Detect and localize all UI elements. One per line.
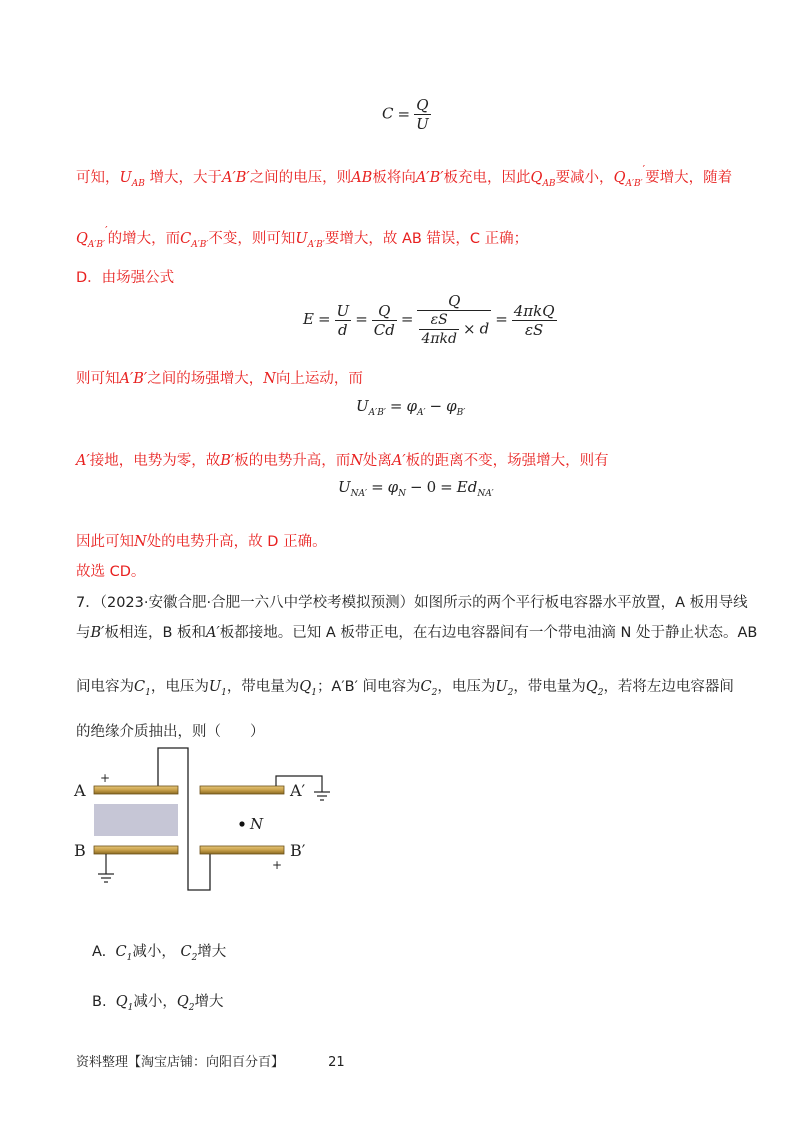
label-a-prime: A′ [290,781,306,800]
choice-b[interactable]: B. $Q_1$减小，$Q_2$增大 [92,994,224,1013]
plus-sign-b-prime: + [272,858,283,872]
page-number: 21 [328,1055,345,1070]
ground-symbol-a-prime [314,792,330,800]
ground-symbol-b [98,874,114,882]
label-a: A [74,781,86,800]
question-7-line-2: 与B′板相连，B 板和A′板都接地。已知 A 板带正电，在右边电容器间有一个带电油滴 N 处于静止状态。AB [76,625,758,641]
oil-drop [239,821,244,826]
choice-a[interactable]: A. $C_1$减小， $C_2$增大 [92,944,227,963]
plate-a [94,786,178,794]
plus-sign-a: + [100,771,111,785]
formula-voltage-n: $U_{NA'} = \varphi_N - 0 = Ed_{NA'}$ [338,478,494,499]
capacitor-figure [72,740,352,900]
formula-voltage-ab: $U_{A'B'} = \varphi_{A'} - \varphi_{B'}$ [356,397,466,418]
plate-b [94,846,178,854]
footer-text: 资料整理【淘宝店铺：向阳百分百】 [76,1055,285,1070]
label-n: N [250,815,264,833]
question-7-line-1: 7．（2023·安徽合肥·合肥一六八中学校考模拟预测）如图所示的两个平行板电容器水平放置，A 板用导线 [76,595,748,611]
page-footer [76,1051,345,1070]
explanation-line-3: 则可知A′B′之间的场强增大，N向上运动，而 [76,371,363,387]
plate-a-prime [200,786,284,794]
dielectric-slab [94,804,178,836]
question-7-line-3: 间电容为$C_1$，电压为$U_1$，带电量为$Q_1$；A′B′ 间电容为$C_2$，电压为$U_2$，带电量为$Q_2$，若将左边电容器间 [76,679,734,698]
explanation-line-1: 可知，$U_{AB}$ 增大，大于A′B′之间的电压，则AB板将向A′B′板充电，因此$Q_{AB}$要减小，$Q_{A'B'}'$要增大，随着 [76,163,733,189]
label-b: B [74,841,86,860]
plate-b-prime [200,846,284,854]
formula-capacitance: C = $\frac{Q}{U}$ [382,96,429,133]
explanation-line-2: $Q_{A'B'}'$的增大，而$C_{A'B'}$不变，则可知$U_{A'B'}$要增大，故 AB 错误，C 正确； [76,224,529,250]
question-7-line-4: 的绝缘介质抽出，则（ ） [76,724,265,740]
explanation-line-4: A′接地，电势为零，故B′板的电势升高，而N处离A′板的距离不变，场强增大，则有 [76,453,609,469]
formula-field-strength: E = $\frac{U}{d}$ = $\frac{Q}{Cd}$ = Q $\frac{\varepsilon S}{\text{4πkd}}$ × d = $\frac{\text{4πkQ}}{\varepsilon S}$ [303,292,555,347]
explanation-line-5: 因此可知N处的电势升高，故 D 正确。 [76,534,327,550]
label-b-prime: B′ [290,841,306,860]
answer-line: 故选 CD。 [76,564,146,580]
option-d-intro: D．由场强公式 [76,270,175,286]
